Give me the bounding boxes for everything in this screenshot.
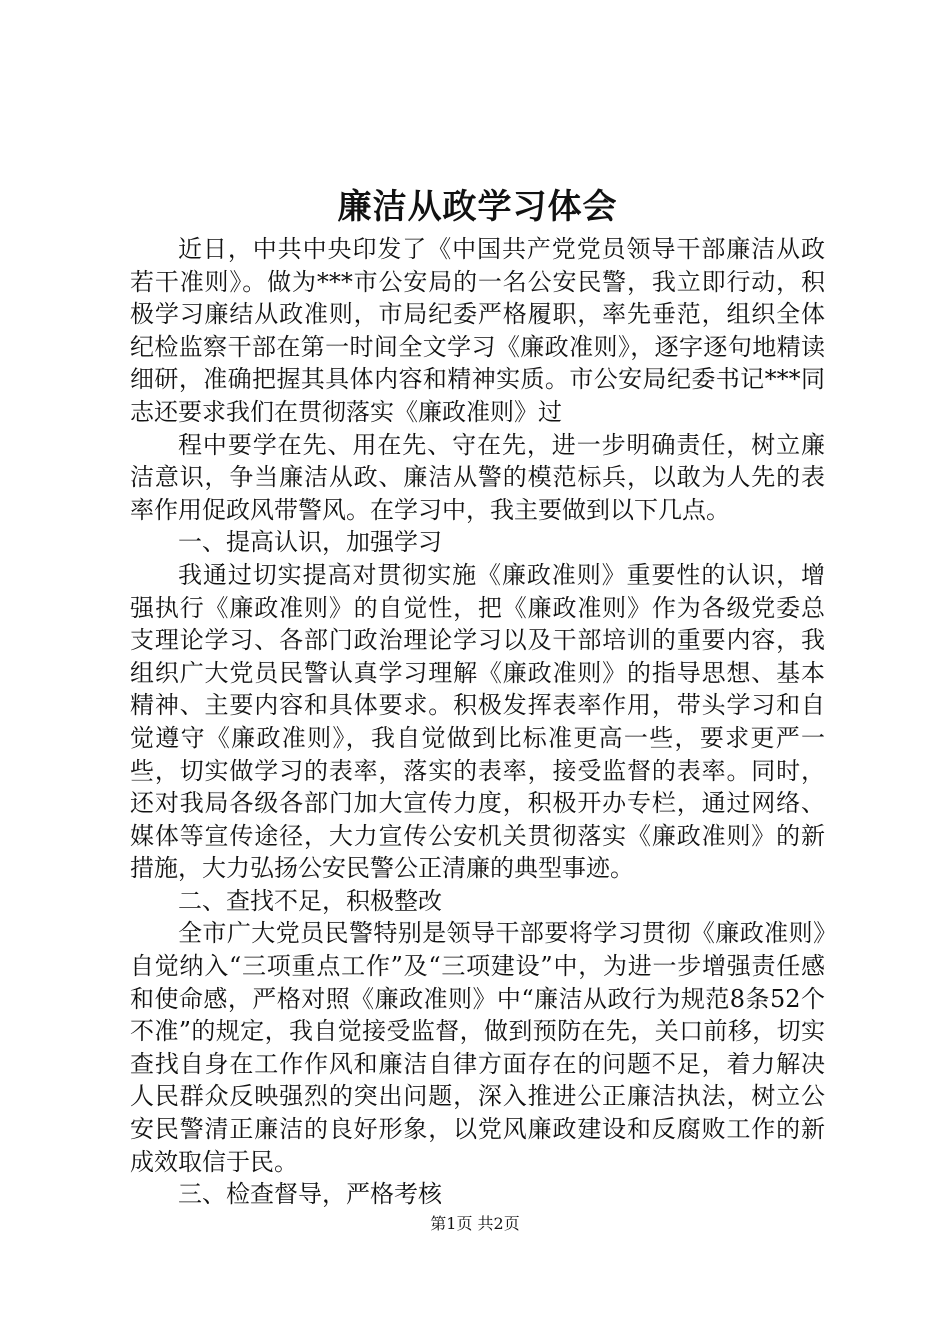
section-heading-2: 二、查找不足，积极整改 <box>178 886 442 915</box>
section-heading-3: 三、检查督导，严格考核 <box>178 1180 442 1209</box>
paragraph-section-2: 全市广大党员民警特别是领导干部要将学习贯彻《廉政准则》自觉纳入“三项重点工作”及“三项建设”中，为进一步增强责任感和使命感，严格对照《廉政准则》中“廉洁从政行为规范8条52个不准”的规定，我自觉接受监督，做到预防在先，关口前移，切实查找自身在工作作风和廉洁自律方面存在的问题不足，着力解决人民群众反映强烈的突出问题，深入推进公正廉洁执法，树立公安民警清正廉洁的良好形象，以党风廉政建设和反腐败工作的新成效取信于民。 <box>130 919 825 1176</box>
paragraph-intro: 近日，中共中央印发了《中国共产党党员领导干部廉洁从政若干准则》。做为***市公安局的一名公安民警，我立即行动，积极学习廉结从政准则，市局纪委严格履职，率先垂范，组织全体纪检监察干部在第一时间全文学习《廉政准则》，逐字逐句地精读细研，准确把握其具体内容和精神实质。市公安局纪委书记***同志还要求我们在贯彻落实《廉政准则》过 <box>130 235 825 426</box>
document-title: 廉洁从政学习体会 <box>337 187 618 227</box>
document-page <box>130 0 825 1344</box>
page-footer: 第1页 共2页 <box>430 1214 520 1233</box>
section-heading-1: 一、提高认识，加强学习 <box>178 528 442 557</box>
paragraph-section-1: 我通过切实提高对贯彻实施《廉政准则》重要性的认识，增强执行《廉政准则》的自觉性，把《廉政准则》作为各级党委总支理论学习、各部门政治理论学习以及干部培训的重要内容，我组织广大党员民警认真学习理解《廉政准则》的指导思想、基本精神、主要内容和具体要求。积极发挥表率作用，带头学习和自觉遵守《廉政准则》，我自觉做到比标准更高一些，要求更严一些，切实做学习的表率，落实的表率，接受监督的表率。同时，还对我局各级各部门加大宣传力度，积极开办专栏，通过网络、媒体等宣传途径，大力宣传公安机关贯彻落实《廉政准则》的新措施，大力弘扬公安民警公正清廉的典型事迹。 <box>130 560 825 883</box>
paragraph-intro-continued: 程中要学在先、用在先、守在先，进一步明确责任，树立廉洁意识，争当廉洁从政、廉洁从警的模范标兵，以敢为人先的表率作用促政风带警风。在学习中，我主要做到以下几点。 <box>130 430 825 524</box>
document-body <box>130 233 825 1211</box>
